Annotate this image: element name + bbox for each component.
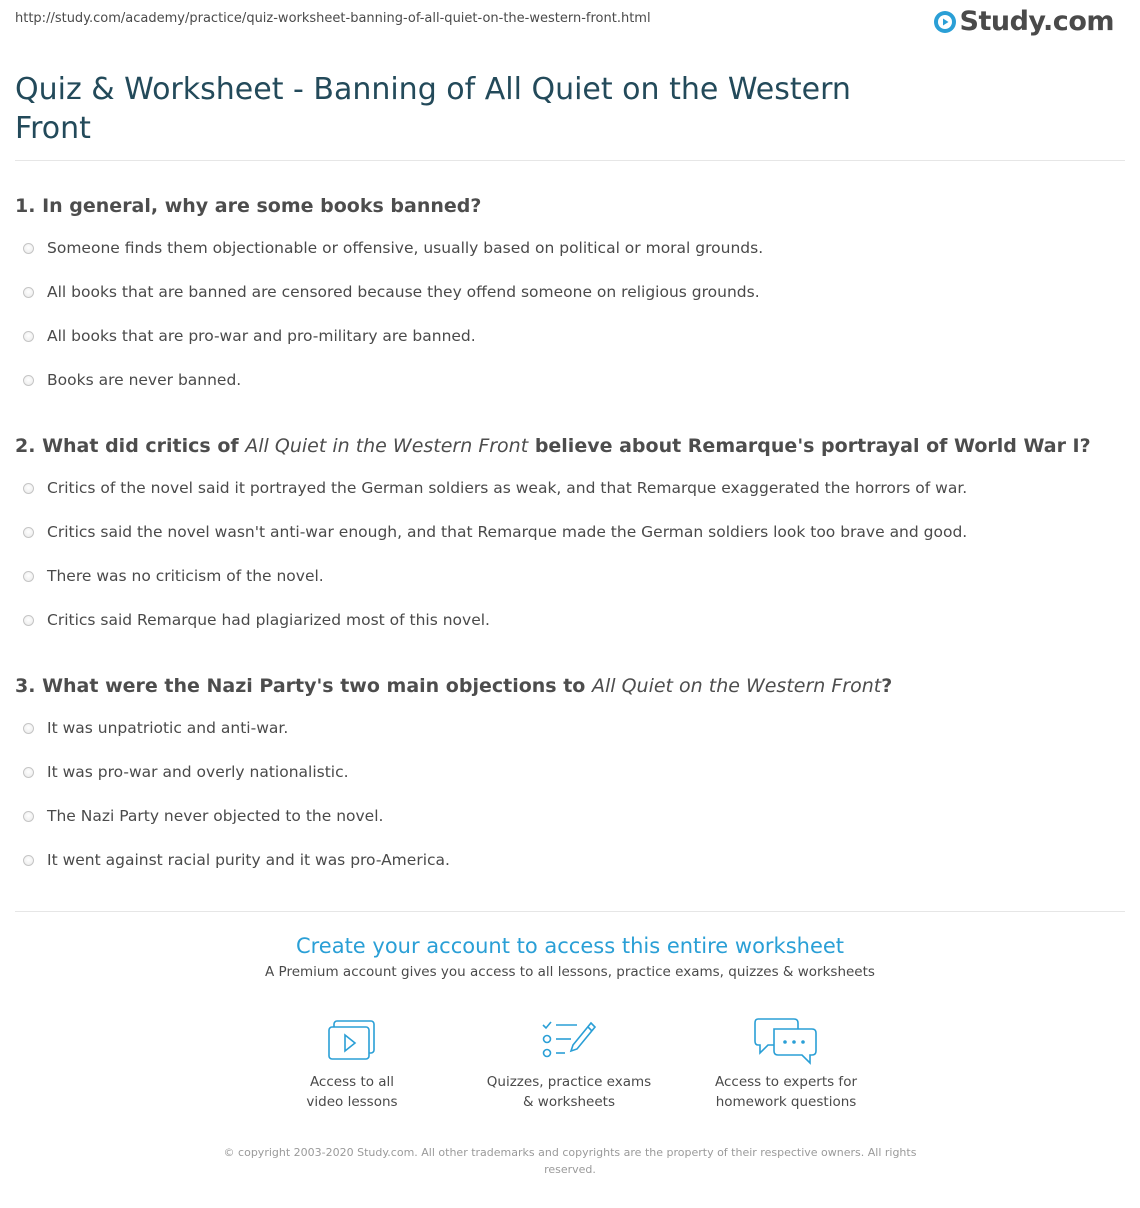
study-logo[interactable] <box>933 6 1114 37</box>
answer-option[interactable]: Critics said Remarque had plagiarized most of this novel. <box>47 611 490 629</box>
feature-label: Quizzes, practice exams <box>486 1074 652 1090</box>
radio-button[interactable] <box>23 571 34 582</box>
question-text: believe about Remarque's portrayal of World War I? <box>534 435 1091 457</box>
premium-description: A Premium account gives you access to all lessons, practice exams, quizzes & worksheets <box>265 964 875 980</box>
answer-option[interactable]: The Nazi Party never objected to the novel. <box>47 807 384 825</box>
answer-option[interactable]: It went against racial purity and it was pro-America. <box>47 851 450 869</box>
question-number: 1. <box>15 195 36 217</box>
book-title: All Quiet in the Western Front <box>245 435 529 457</box>
feature-video-lessons[interactable] <box>252 1016 452 1112</box>
question-2 <box>15 435 1091 457</box>
question-text: What were the Nazi Party's two main objections to <box>42 675 586 697</box>
radio-button[interactable] <box>23 767 34 778</box>
question-3 <box>15 675 892 697</box>
radio-button[interactable] <box>23 855 34 866</box>
book-title: All Quiet on the Western Front <box>591 675 882 697</box>
answer-option[interactable]: Books are never banned. <box>47 371 242 389</box>
page-title: Quiz & Worksheet - Banning of All Quiet on the Western Front <box>15 72 851 146</box>
play-circle-icon <box>933 10 957 34</box>
question-text: ? <box>881 675 893 697</box>
radio-button[interactable] <box>23 331 34 342</box>
answer-option[interactable]: All books that are pro-war and pro-military are banned. <box>47 327 476 345</box>
radio-button[interactable] <box>23 723 34 734</box>
feature-experts[interactable] <box>686 1016 886 1112</box>
feature-label: & worksheets <box>522 1094 615 1110</box>
question-text: In general, why are some books banned? <box>42 195 482 217</box>
feature-label: video lessons <box>306 1094 398 1110</box>
answer-option[interactable]: Critics said the novel wasn't anti-war enough, and that Remarque made the German soldiers look too brave and good. <box>47 523 968 541</box>
feature-label: Access to all <box>309 1074 395 1090</box>
video-lessons-icon <box>326 1019 378 1063</box>
radio-button[interactable] <box>23 287 34 298</box>
question-1 <box>15 195 481 217</box>
radio-button[interactable] <box>23 527 34 538</box>
radio-button[interactable] <box>23 375 34 386</box>
page-url: http://study.com/academy/practice/quiz-worksheet-banning-of-all-quiet-on-the-western-front.html <box>15 11 651 26</box>
divider <box>15 160 1125 161</box>
radio-button[interactable] <box>23 243 34 254</box>
question-number: 2. <box>15 435 36 457</box>
radio-button[interactable] <box>23 615 34 626</box>
answer-option[interactable]: Someone finds them objectionable or offensive, usually based on political or moral grounds. <box>47 239 764 257</box>
radio-button[interactable] <box>23 811 34 822</box>
copyright-notice: © copyright 2003-2020 Study.com. All other trademarks and copyrights are the property of their respective owners. All rights reserved. <box>223 1146 917 1176</box>
answer-option[interactable]: There was no criticism of the novel. <box>47 567 324 585</box>
question-text: What did critics of <box>42 435 239 457</box>
answer-option[interactable]: Critics of the novel said it portrayed the German soldiers as weak, and that Remarque exaggerated the horrors of war. <box>47 479 968 497</box>
feature-label: Access to experts for <box>714 1074 857 1090</box>
feature-quizzes[interactable] <box>469 1016 669 1112</box>
create-account-link[interactable]: Create your account to access this entire worksheet <box>295 934 845 958</box>
logo-text: Study.com <box>959 6 1114 37</box>
divider <box>15 911 1125 912</box>
answer-option[interactable]: All books that are banned are censored because they offend someone on religious grounds. <box>47 283 760 301</box>
question-number: 3. <box>15 675 36 697</box>
answer-option[interactable]: It was unpatriotic and anti-war. <box>47 719 289 737</box>
feature-label: homework questions <box>715 1094 857 1110</box>
quiz-checklist-icon <box>541 1019 597 1063</box>
answer-option[interactable]: It was pro-war and overly nationalistic. <box>47 763 349 781</box>
chat-bubbles-icon <box>754 1017 818 1065</box>
radio-button[interactable] <box>23 483 34 494</box>
